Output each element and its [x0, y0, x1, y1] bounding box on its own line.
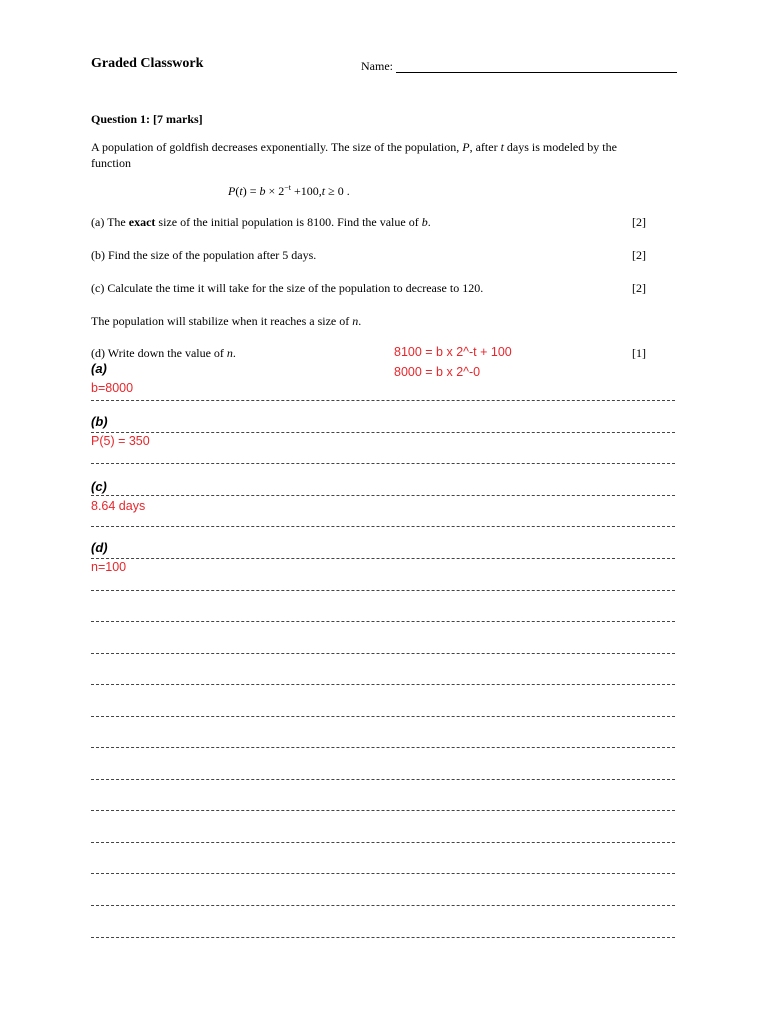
intro-var-p: P [462, 140, 470, 154]
part-a-prefix: (a) The [91, 215, 129, 229]
answer-line [91, 558, 675, 559]
part-a-rest: size of the initial population is 8100. Find the value of [155, 215, 422, 229]
answer-line [91, 905, 675, 906]
answer-line [91, 495, 675, 496]
intro-text-start: A population of goldfish decreases exponentially. The size of the population, [91, 140, 463, 154]
formula-exponent: −t [284, 183, 291, 192]
question-intro [91, 139, 651, 171]
part-b-marks: [2] [632, 248, 646, 262]
formula-cond-var: t [321, 184, 326, 198]
answer-line [91, 400, 675, 401]
answer-line [91, 937, 675, 938]
answer-c-label: (c) [91, 479, 107, 494]
part-a-marks: [2] [632, 215, 646, 229]
answer-line [91, 747, 675, 748]
answer-line [91, 716, 675, 717]
part-c-marks: [2] [632, 281, 646, 295]
formula-b: b [259, 184, 266, 198]
part-a-question [91, 215, 431, 230]
name-label: Name: [361, 59, 393, 73]
answer-b-label: (b) [91, 414, 108, 429]
formula-lhs: P [228, 184, 236, 198]
formula-plus: +100, [290, 184, 322, 198]
formula-cond: ≥ 0 . [325, 184, 350, 198]
worksheet-title: Graded Classwork [91, 56, 204, 71]
answer-line [91, 653, 675, 654]
answer-line [91, 621, 675, 622]
intro-var-t: t [500, 140, 504, 154]
answer-line [91, 779, 675, 780]
working-line-1: 8100 = b x 2^-t + 100 [394, 345, 512, 359]
answer-b-value[interactable]: P(5) = 350 [91, 434, 150, 448]
part-d-marks: [1] [632, 346, 646, 360]
intro-text-mid: , after [469, 140, 501, 154]
answer-line [91, 463, 675, 464]
formula-arg: t [239, 184, 243, 198]
answer-line [91, 810, 675, 811]
name-field-line[interactable] [396, 72, 677, 73]
part-a-var: b [421, 215, 428, 229]
intro-text-end: days is modeled by the function [91, 140, 617, 170]
answer-line [91, 873, 675, 874]
part-a-bold: exact [128, 215, 156, 229]
part-b-question: (b) Find the size of the population after 5 days. [91, 248, 317, 262]
answer-d-label: (d) [91, 540, 108, 555]
stabilize-end: . [358, 314, 362, 328]
answer-a-value[interactable]: b=8000 [91, 381, 134, 395]
answer-line [91, 842, 675, 843]
question-heading: Question 1: [7 marks] [91, 112, 203, 126]
answer-line [91, 526, 675, 527]
stabilize-var: n [352, 314, 359, 328]
model-formula: $P(t) = b \times 2^{-t} +100,t \ge 0$ . [228, 183, 350, 198]
answer-line [91, 684, 675, 685]
answer-a-label: (a) [91, 361, 107, 376]
part-d-var: n [226, 346, 233, 360]
part-d-end: . [232, 346, 236, 360]
part-c-question: (c) Calculate the time it will take for the size of the population to decrease to 120. [91, 281, 484, 295]
answer-c-value[interactable]: 8.64 days [91, 499, 146, 513]
part-d-question [91, 346, 236, 361]
stabilize-statement [91, 314, 361, 329]
answer-d-value[interactable]: n=100 [91, 560, 127, 574]
answer-line [91, 590, 675, 591]
answer-line [91, 432, 675, 433]
part-a-end: . [427, 215, 431, 229]
formula-times: × 2 [265, 184, 285, 198]
formula-eq: = [246, 184, 260, 198]
part-d-text: (d) Write down the value of [91, 346, 227, 360]
stabilize-text: The population will stabilize when it reaches a size of [91, 314, 353, 328]
working-line-2: 8000 = b x 2^-0 [394, 365, 481, 379]
